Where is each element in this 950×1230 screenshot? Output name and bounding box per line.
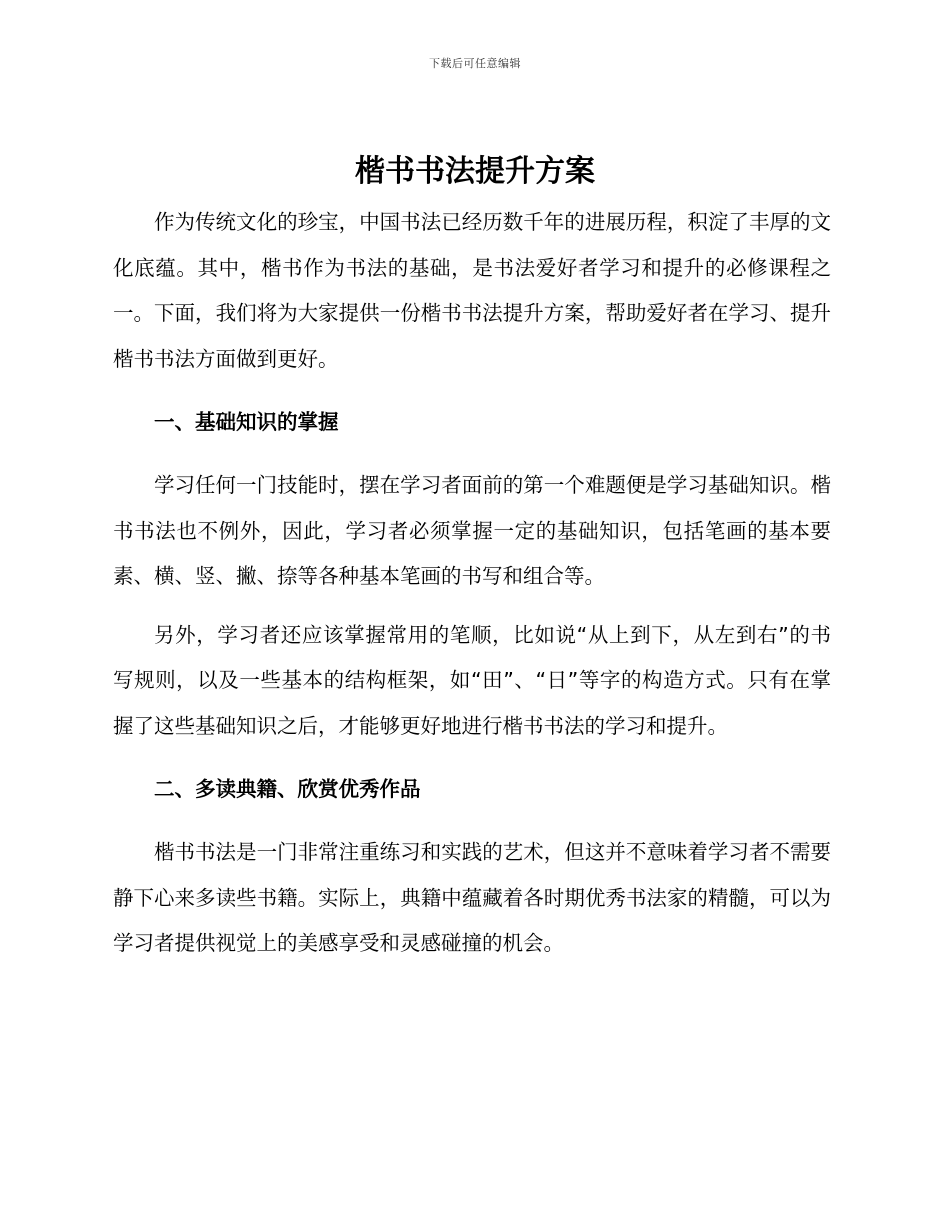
reading-paragraph-1: 楷书书法是一门非常注重练习和实践的艺术，但这并不意味着学习者不需要静下心来多读些书籍。实际上，典籍中蕴藏着各时期优秀书法家的精髓，可以为学习者提供视觉上的美感享受和灵感碰撞的机会。 — [113, 840, 831, 955]
section-heading-basics: 一、基础知识的掌握 — [154, 410, 339, 434]
section-heading-reading: 二、多读典籍、欣赏优秀作品 — [154, 777, 421, 801]
intro-paragraph: 作为传统文化的珍宝，中国书法已经历数千年的进展历程，积淀了丰厚的文化底蕴。其中，楷书作为书法的基础，是书法爱好者学习和提升的必修课程之一。下面，我们将为大家提供一份楷书书法提升方案，帮助爱好者在学习、提升楷书书法方面做到更好。 — [113, 210, 831, 371]
document-title: 楷书书法提升方案 — [355, 154, 595, 189]
header-note: 下载后可任意编辑 — [429, 57, 521, 70]
basics-paragraph-1: 学习任何一门技能时，摆在学习者面前的第一个难题便是学习基础知识。楷书书法也不例外，因此，学习者必须掌握一定的基础知识，包括笔画的基本要素、横、竖、撇、捺等各种基本笔画的书写和组合等。 — [113, 473, 831, 588]
basics-paragraph-2: 另外，学习者还应该掌握常用的笔顺，比如说“从上到下，从左到右”的书写规则，以及一些基本的结构框架，如“田”、“日”等字的构造方式。只有在掌握了这些基础知识之后，才能够更好地进行楷书书法的学习和提升。 — [113, 622, 831, 738]
document-body — [113, 200, 831, 967]
